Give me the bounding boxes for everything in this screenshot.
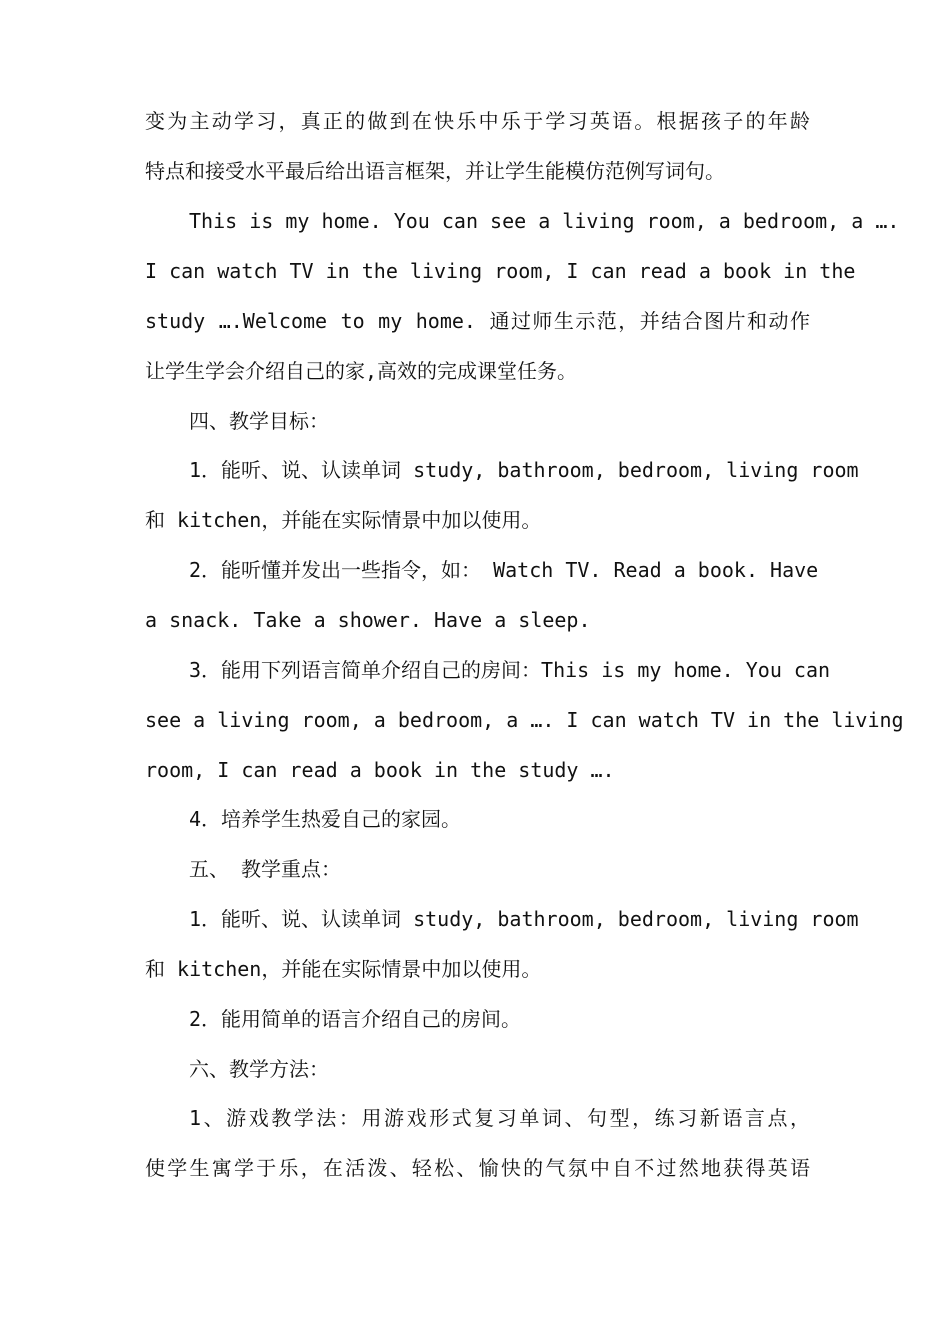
text-line: 1．能听、说、认读单词 study, bathroom, bedroom, living room (189, 458, 859, 482)
text-line: a snack. Take a shower. Have a sleep. (145, 608, 591, 632)
text-line: 和 kitchen，并能在实际情景中加以使用。 (145, 957, 542, 981)
text-line: 让学生学会介绍自己的家,高效的完成课堂任务。 (145, 359, 578, 383)
section-heading: 四、教学目标： (189, 409, 329, 433)
text-line: 使学生寓学于乐，在活泼、轻松、愉快的气氛中自不过然地获得英语 (145, 1156, 810, 1180)
text-line: see a living room, a bedroom, a …. I can watch TV in the living (145, 708, 904, 732)
text-line: 和 kitchen，并能在实际情景中加以使用。 (145, 508, 542, 532)
section-heading: 五、 教学重点： (189, 857, 342, 881)
text-line: 1．能听、说、认读单词 study, bathroom, bedroom, living room (189, 907, 859, 931)
text-line: 1、游戏教学法：用游戏形式复习单词、句型，练习新语言点， (189, 1106, 810, 1130)
text-line: room, I can read a book in the study …. (145, 758, 615, 782)
text-line: 4．培养学生热爱自己的家园。 (189, 807, 462, 831)
text-line: 特点和接受水平最后给出语言框架，并让学生能模仿范例写词句。 (145, 159, 725, 183)
text-line: 3．能用下列语言简单介绍自己的房间：This is my home. You can (189, 658, 831, 682)
text-line: study ….Welcome to my home. 通过师生示范，并结合图片和动作 (145, 309, 810, 333)
text-line: 2．能听懂并发出一些指令，如： Watch TV. Read a book. Have (189, 558, 819, 582)
text-line: I can watch TV in the living room, I can read a book in the (145, 259, 856, 283)
text-line: 变为主动学习，真正的做到在快乐中乐于学习英语。根据孩子的年龄 (145, 109, 810, 133)
text-line: This is my home. You can see a living room, a bedroom, a …. (189, 209, 900, 233)
text-line: 2．能用简单的语言介绍自己的房间。 (189, 1007, 522, 1031)
section-heading: 六、教学方法： (189, 1057, 329, 1081)
